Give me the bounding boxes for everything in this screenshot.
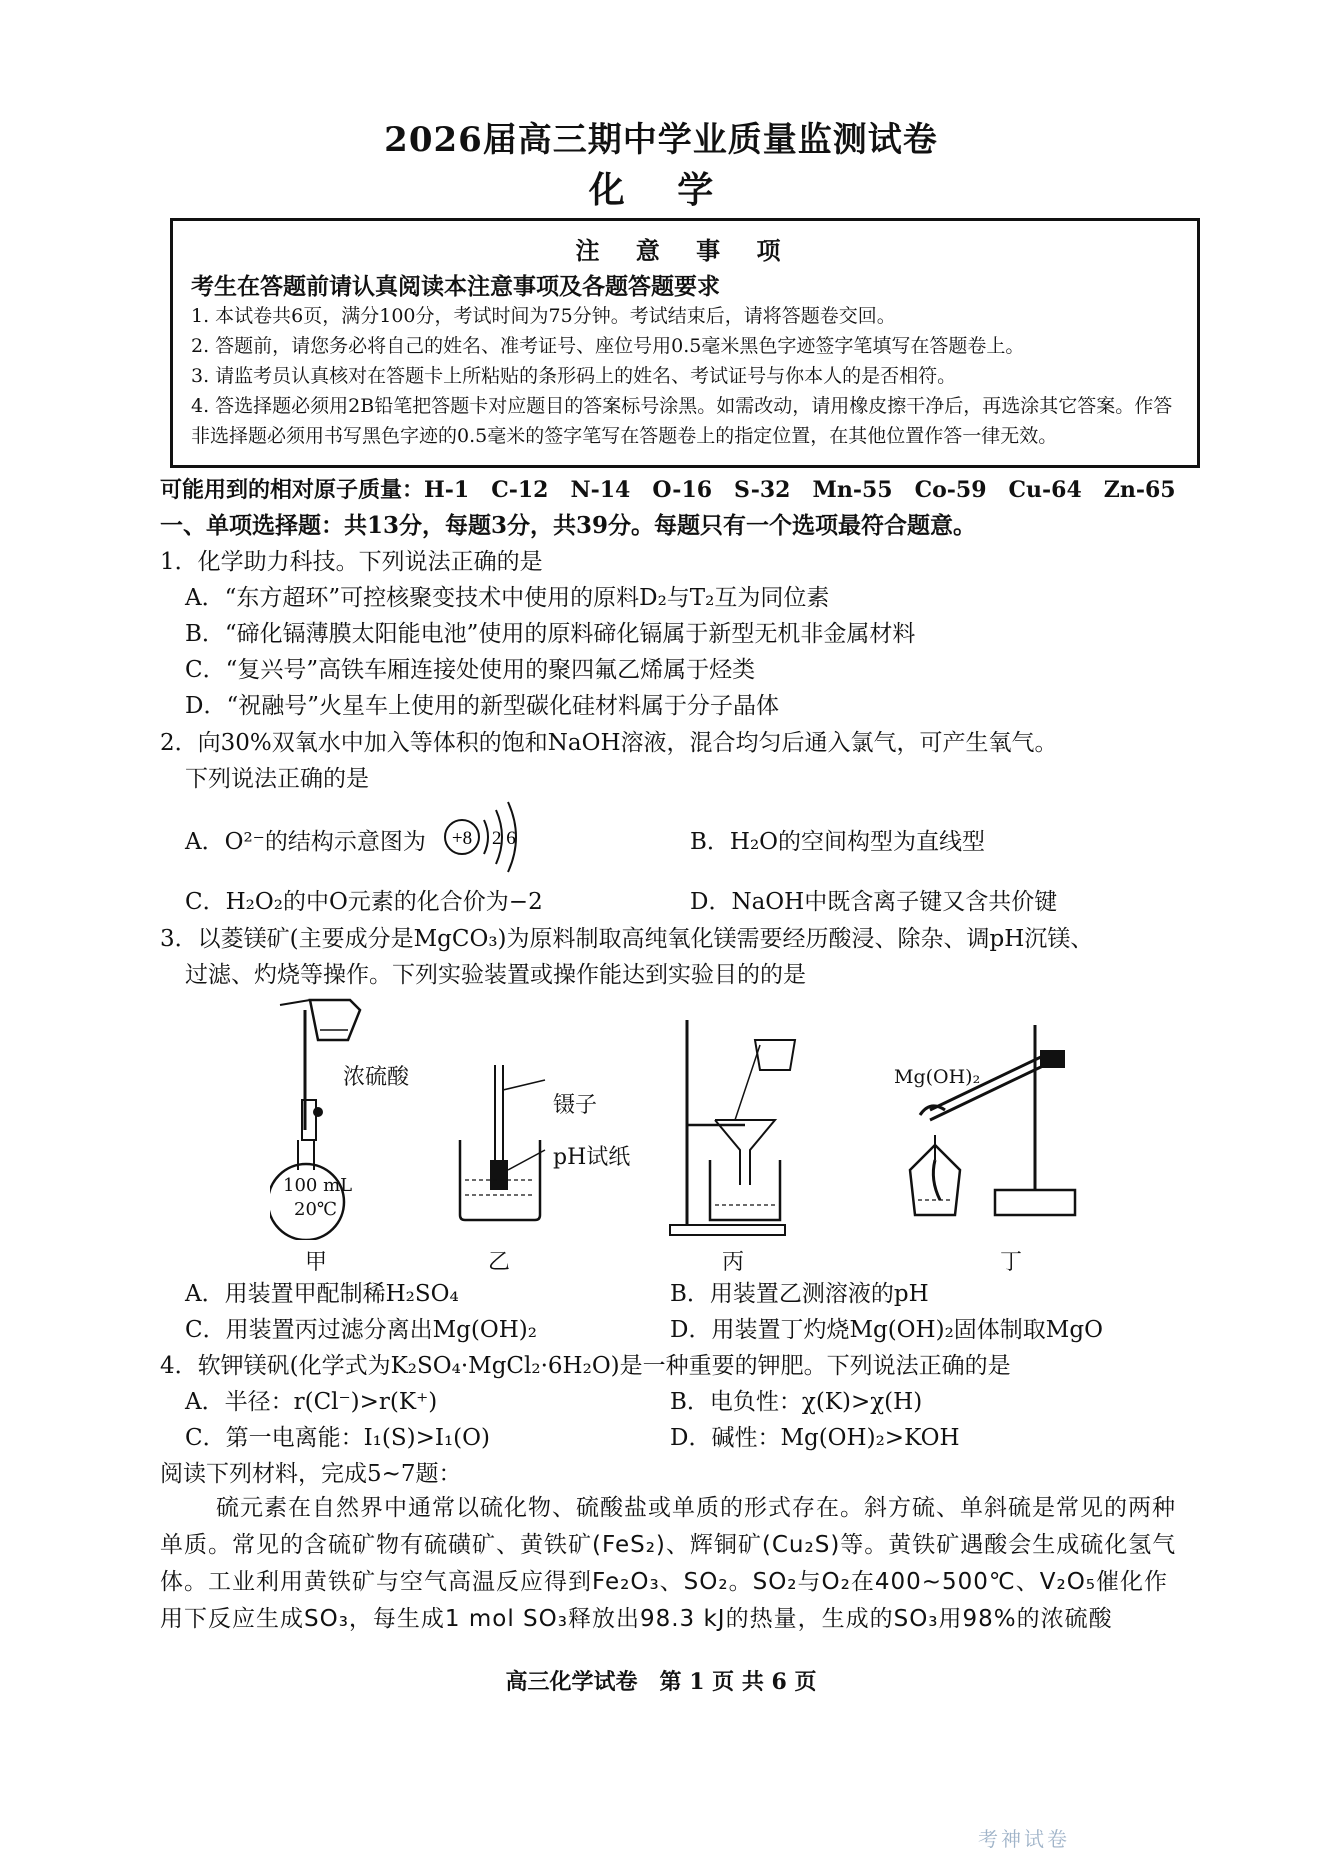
notice-box	[170, 218, 1200, 468]
q3-option-c: C．用装置丙过滤分离出Mg(OH)₂	[185, 1317, 537, 1343]
o2-ion-structure-diagram	[434, 792, 524, 882]
q3-option-d: D．用装置丁灼烧Mg(OH)₂固体制取MgO	[670, 1317, 1103, 1343]
notice-item-1: 1. 本试卷共6页，满分100分，考试时间为75分钟。考试结束后，请将答题卷交回。	[191, 305, 896, 327]
label-yi: 乙	[488, 1250, 511, 1275]
label-bing: 丙	[722, 1250, 745, 1275]
q3-option-a: A．用装置甲配制稀H₂SO₄	[185, 1281, 459, 1307]
q4-option-b: B．电负性：χ(K)>χ(H)	[670, 1389, 923, 1415]
q1-stem: 1．化学助力科技。下列说法正确的是	[160, 549, 543, 575]
q4-stem: 4．软钾镁矾(化学式为K₂SO₄·MgCl₂·6H₂O)是一种重要的钾肥。下列说法正确的是	[160, 1353, 1011, 1379]
apparatus-ding-diagram	[900, 1020, 1100, 1230]
page-footer: 高三化学试卷 第 1 页 共 6 页	[505, 1669, 817, 1695]
label-jia: 甲	[305, 1250, 328, 1275]
apparatus-bing-diagram	[665, 1010, 815, 1240]
label-flask-temp: 20℃	[294, 1199, 338, 1220]
nucleus-label: +8	[451, 828, 473, 849]
q4-option-a: A．半径：r(Cl⁻)>r(K⁺)	[185, 1389, 438, 1415]
shell-label: 2 6	[492, 828, 516, 849]
apparatus-jia-diagram	[270, 990, 410, 1240]
q4-option-c: C．第一电离能：I₁(S)>I₁(O)	[185, 1425, 490, 1451]
exam-title: 2026届高三期中学业质量监测试卷	[384, 120, 938, 160]
section-heading: 一、单项选择题：共13分，每题3分，共39分。每题只有一个选项最符合题意。	[160, 512, 977, 539]
notice-subtitle: 考生在答题前请认真阅读本注意事项及各题答题要求	[191, 273, 720, 300]
reading-passage: 硫元素在自然界中通常以硫化物、硫酸盐或单质的形式存在。斜方硫、单斜硫是常见的两种单质。常见的含硫矿物有硫磺矿、黄铁矿(FeS₂)、辉铜矿(Cu₂S)等。黄铁矿遇酸会生成硫化氢气体。工业利用黄铁矿与空气高温反应得到Fe₂O₃、SO₂。SO₂与O₂在400~500℃、V₂O₅催化作用下反应生成SO₃，每生成1 mol SO₃释放出98.3 kJ的热量，生成的SO₃用98%的浓硫酸	[160, 1495, 1177, 1632]
q1-option-c: C．“复兴号”高铁车厢连接处使用的聚四氟乙烯属于烃类	[185, 657, 756, 683]
q1-option-b: B．“碲化镉薄膜太阳能电池”使用的原料碲化镉属于新型无机非金属材料	[185, 621, 916, 647]
q1-option-d: D．“祝融号”火星车上使用的新型碳化硅材料属于分子晶体	[185, 693, 779, 719]
q2-option-d: D．NaOH中既含离子键又含共价键	[690, 889, 1058, 915]
q3-option-b: B．用装置乙测溶液的pH	[670, 1281, 929, 1307]
q4-option-d: D．碱性：Mg(OH)₂>KOH	[670, 1425, 960, 1451]
q2-stem-2: 下列说法正确的是	[185, 766, 369, 792]
subject-title: 化 学	[588, 169, 734, 211]
notice-item-4: 4. 答选择题必须用2B铅笔把答题卡对应题目的答案标号涂黑。如需改动，请用橡皮擦干净后，再选涂其它答案。作答非选择题必须用书写黑色字迹的0.5毫米的签字笔写在答题卷上的指定位置，在其他位置作答一律无效。	[191, 395, 1173, 447]
label-tweezers: 镊子	[553, 1093, 598, 1118]
reading-intro: 阅读下列材料，完成5~7题：	[160, 1461, 462, 1487]
notice-item-2: 2. 答题前，请您务必将自己的姓名、准考证号、座位号用0.5毫米黑色字迹签字笔填写在答题卷上。	[191, 335, 1025, 357]
label-acid: 浓硫酸	[343, 1065, 410, 1090]
q2-option-a: A．O²⁻的结构示意图为	[185, 829, 426, 855]
label-mg-oh-2: Mg(OH)₂	[894, 1066, 981, 1088]
label-ding: 丁	[1000, 1250, 1023, 1275]
label-ph-paper: pH试纸	[553, 1145, 631, 1170]
q2-stem-1: 2．向30%双氧水中加入等体积的饱和NaOH溶液，混合均匀后通入氯气，可产生氧气。	[160, 730, 1058, 756]
q3-stem-2: 过滤、灼烧等操作。下列实验装置或操作能达到实验目的的是	[185, 962, 806, 988]
notice-item-3: 3. 请监考员认真核对在答题卡上所粘贴的条形码上的姓名、考试证号与你本人的是否相符。	[191, 365, 957, 387]
notice-title: 注 意 事 项	[575, 236, 795, 265]
q2-option-c: C．H₂O₂的中O元素的化合价为−2	[185, 889, 543, 915]
q1-option-a: A．“东方超环”可控核聚变技术中使用的原料D₂与T₂互为同位素	[185, 585, 830, 611]
q2-option-b: B．H₂O的空间构型为直线型	[690, 829, 986, 855]
label-flask-volume: 100 mL	[283, 1175, 353, 1196]
watermark: 考神试卷	[978, 1827, 1070, 1851]
q3-stem-1: 3．以菱镁矿(主要成分是MgCO₃)为原料制取高纯氧化镁需要经历酸浸、除杂、调pH沉镁、	[160, 926, 1094, 952]
atomic-masses: 可能用到的相对原子质量：H-1 C-12 N-14 O-16 S-32 Mn-55 Co-59 Cu-64 Zn-65	[160, 477, 1176, 503]
